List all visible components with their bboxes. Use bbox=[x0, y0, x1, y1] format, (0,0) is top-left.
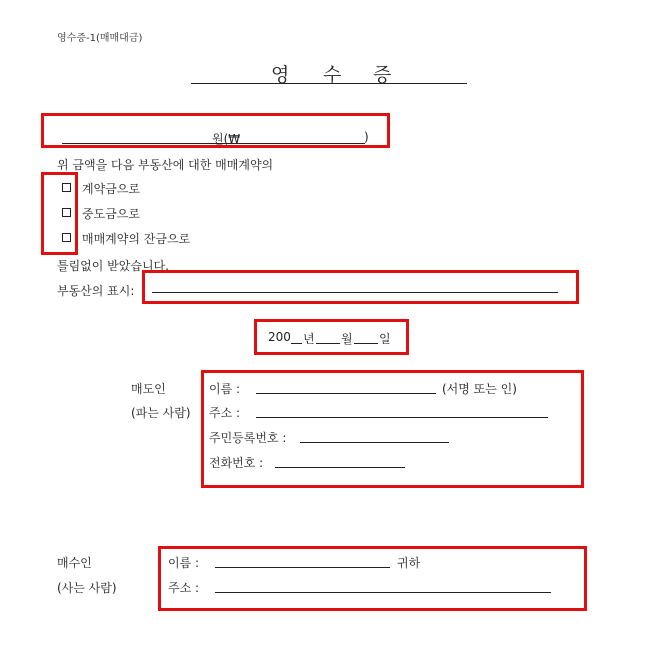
date-year-prefix: 200 bbox=[268, 330, 291, 344]
title-char-3: 증 bbox=[373, 64, 394, 86]
date-month: 월 bbox=[341, 332, 353, 346]
title-char-2: 수 bbox=[323, 64, 344, 86]
seller-role: 매도인 bbox=[131, 382, 166, 396]
year-field[interactable] bbox=[291, 343, 302, 344]
intro-line: 위 금액을 다음 부동산에 대한 매매계약의 bbox=[57, 158, 274, 172]
option-deposit: 계약금으로 bbox=[82, 182, 140, 196]
seller-role-desc: (파는 사람) bbox=[131, 406, 191, 420]
checkbox-deposit[interactable] bbox=[62, 183, 71, 192]
checkbox-balance[interactable] bbox=[62, 233, 71, 242]
title-underline bbox=[191, 83, 467, 84]
property-label: 부동산의 표시: bbox=[57, 284, 135, 298]
buyer-address-field[interactable] bbox=[215, 592, 551, 593]
property-highlight bbox=[142, 270, 579, 304]
seller-phone-label: 전화번호 : bbox=[209, 456, 264, 470]
buyer-role-desc: (사는 사람) bbox=[57, 581, 117, 595]
seller-name-label: 이름 : bbox=[209, 382, 241, 396]
date-day: 일 bbox=[379, 332, 391, 346]
buyer-role: 매수인 bbox=[57, 556, 92, 570]
seller-address-field[interactable] bbox=[256, 417, 548, 418]
received-text: 틀림없이 받았습니다. bbox=[57, 259, 169, 273]
seller-sign-note: (서명 또는 인) bbox=[442, 382, 517, 396]
checkbox-interim[interactable] bbox=[62, 208, 71, 217]
buyer-address-label: 주소 : bbox=[168, 581, 200, 595]
day-field[interactable] bbox=[354, 343, 378, 344]
seller-id-label: 주민등록번호 : bbox=[209, 431, 287, 445]
title-char-1: 영 bbox=[271, 64, 292, 86]
date-year: 년 bbox=[303, 332, 315, 346]
month-field[interactable] bbox=[316, 343, 340, 344]
buyer-honorific: 귀하 bbox=[397, 556, 421, 570]
won-label: 원(₩ bbox=[212, 132, 241, 146]
buyer-name-field[interactable] bbox=[215, 567, 390, 568]
buyer-highlight bbox=[158, 546, 587, 611]
property-field[interactable] bbox=[152, 292, 558, 293]
checkbox-highlight bbox=[41, 172, 78, 255]
seller-phone-field[interactable] bbox=[275, 467, 405, 468]
option-interim: 중도금으로 bbox=[82, 207, 140, 221]
buyer-name-label: 이름 : bbox=[168, 556, 200, 570]
seller-name-field[interactable] bbox=[256, 393, 436, 394]
option-balance: 매매계약의 잔금으로 bbox=[82, 232, 191, 246]
seller-id-field[interactable] bbox=[300, 442, 449, 443]
seller-address-label: 주소 : bbox=[209, 406, 241, 420]
close-paren: ) bbox=[364, 130, 369, 144]
form-code: 영수증-1(매매대금) bbox=[57, 33, 143, 44]
